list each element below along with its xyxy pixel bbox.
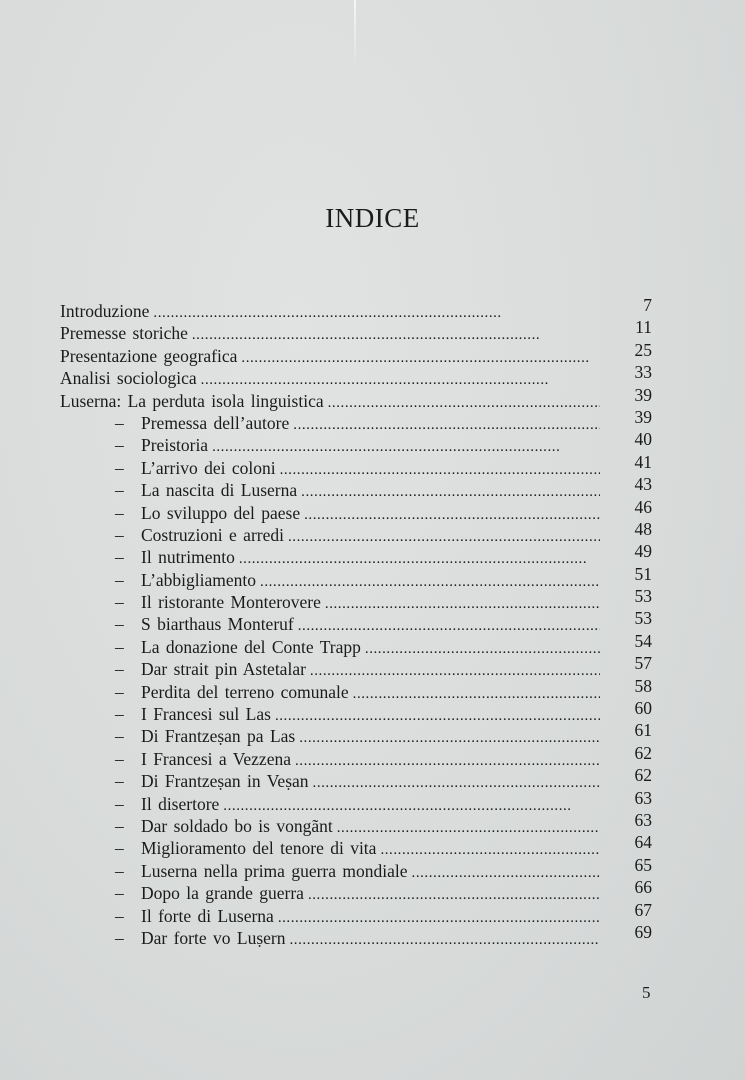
entry-page-number: 39 xyxy=(634,406,652,427)
dot-leader xyxy=(212,436,600,458)
dot-leader xyxy=(299,727,600,749)
page-title: INDICE xyxy=(325,203,420,233)
entry-page-number: 40 xyxy=(634,429,652,450)
entry-title: Il forte di Luserna xyxy=(141,905,274,926)
entry-page-number: 53 xyxy=(634,608,652,629)
table-of-contents xyxy=(60,295,652,949)
entry-page-number: 69 xyxy=(634,921,652,942)
dot-leader xyxy=(298,615,600,637)
toc-entry xyxy=(60,362,652,389)
toc-entry xyxy=(60,675,652,703)
dot-leader xyxy=(290,929,601,951)
dot-leader xyxy=(365,638,600,660)
dot-leader xyxy=(280,459,600,481)
entry-dash: – xyxy=(115,748,124,769)
entry-title: L’arrivo dei coloni xyxy=(141,457,276,478)
entry-page-number: 65 xyxy=(634,854,652,875)
entry-page-number: 63 xyxy=(634,809,652,830)
entry-title: Lo sviluppo del paese xyxy=(141,502,301,523)
entry-dash: – xyxy=(115,681,124,702)
entry-title: Miglioramento del tenore di vita xyxy=(141,838,377,859)
entry-title: Dopo la grande guerra xyxy=(141,883,304,904)
entry-dash: – xyxy=(115,524,124,545)
entry-dash: – xyxy=(115,793,124,814)
entry-title: Il nutrimento xyxy=(141,547,235,568)
entry-page-number: 41 xyxy=(634,451,652,472)
entry-page-number: 33 xyxy=(634,362,652,383)
toc-entry xyxy=(60,698,652,725)
entry-title: I Francesi sul Las xyxy=(141,704,271,725)
toc-entry xyxy=(60,854,652,882)
entry-page-number: 57 xyxy=(634,653,652,674)
entry-dash: – xyxy=(115,860,124,881)
dot-leader xyxy=(304,504,600,526)
toc-entry xyxy=(60,429,652,456)
entry-dash: – xyxy=(115,457,124,478)
dot-leader xyxy=(328,392,600,414)
toc-entry xyxy=(60,921,652,949)
dot-leader xyxy=(293,414,600,436)
page-crease xyxy=(354,0,356,70)
entry-title: Premesse storiche xyxy=(60,323,188,344)
dot-leader xyxy=(301,481,600,503)
entry-title: Perdita del terreno comunale xyxy=(141,681,349,702)
toc-entry xyxy=(60,653,652,680)
entry-dash: – xyxy=(115,883,124,904)
entry-title: Dar strait pin Astetalar xyxy=(141,659,306,680)
toc-entry xyxy=(60,317,652,344)
toc-entry xyxy=(60,518,652,546)
dot-leader xyxy=(337,817,600,839)
toc-entry xyxy=(60,630,652,658)
entry-title: Dar soldado bo is vongãnt xyxy=(141,815,333,836)
entry-title: Dar forte vo Luṣern xyxy=(141,927,286,948)
entry-page-number: 51 xyxy=(634,563,652,584)
entry-dash: – xyxy=(115,659,124,680)
entry-page-number: 64 xyxy=(634,832,652,853)
entry-dash: – xyxy=(115,614,124,635)
toc-entry xyxy=(60,563,652,591)
entry-page-number: 67 xyxy=(634,899,652,920)
dot-leader xyxy=(239,548,600,570)
toc-entry xyxy=(60,608,652,635)
entry-dash: – xyxy=(115,569,124,590)
entry-title: Luserna: La perduta isola linguistica xyxy=(60,390,324,411)
entry-title: La donazione del Conte Trapp xyxy=(141,636,361,657)
entry-page-number: 63 xyxy=(634,787,652,808)
entry-dash: – xyxy=(115,838,124,859)
entry-dash: – xyxy=(115,502,124,523)
toc-entry xyxy=(60,787,652,815)
dot-leader xyxy=(223,795,600,817)
dot-leader xyxy=(288,526,600,548)
entry-title: Premessa dell’autore xyxy=(141,412,290,433)
entry-page-number: 53 xyxy=(634,586,652,607)
entry-title: Preistoria xyxy=(141,435,209,456)
entry-title: Analisi sociologica xyxy=(60,368,197,389)
entry-title: Il ristorante Monterovere xyxy=(141,592,321,613)
entry-page-number: 43 xyxy=(634,474,652,495)
entry-title: Di Frantzeṣan pa Las xyxy=(141,726,296,747)
toc-entry xyxy=(60,451,652,479)
entry-dash: – xyxy=(115,435,124,456)
toc-entry xyxy=(60,832,652,859)
toc-entry xyxy=(60,339,652,367)
toc-entry xyxy=(60,586,652,613)
toc-entry xyxy=(60,295,652,322)
entry-page-number: 48 xyxy=(634,518,652,539)
dot-leader xyxy=(308,884,600,906)
dot-leader xyxy=(201,369,600,391)
dot-leader xyxy=(260,571,600,593)
dot-leader xyxy=(380,839,600,861)
toc-entry xyxy=(60,765,652,792)
entry-title: S biarthaus Monteruf xyxy=(141,614,294,635)
entry-dash: – xyxy=(115,726,124,747)
entry-dash: – xyxy=(115,704,124,725)
toc-entry xyxy=(60,877,652,904)
page-number: 5 xyxy=(642,983,651,1002)
entry-dash: – xyxy=(115,771,124,792)
dot-leader xyxy=(313,772,600,794)
entry-page-number: 60 xyxy=(634,698,652,719)
dot-leader xyxy=(412,862,600,884)
entry-dash: – xyxy=(115,927,124,948)
toc-entry xyxy=(60,742,652,770)
toc-entry xyxy=(60,809,652,837)
dot-leader xyxy=(353,683,600,705)
entry-dash: – xyxy=(115,592,124,613)
entry-dash: – xyxy=(115,905,124,926)
dot-leader xyxy=(310,660,600,682)
entry-page-number: 7 xyxy=(643,295,652,315)
toc-entry xyxy=(60,720,652,747)
toc-entry xyxy=(60,496,652,524)
toc-entry xyxy=(60,406,652,434)
toc-entry xyxy=(60,541,652,568)
dot-leader xyxy=(192,324,600,346)
dot-leader xyxy=(278,907,600,929)
entry-page-number: 62 xyxy=(634,742,652,763)
entry-page-number: 46 xyxy=(634,496,652,517)
entry-page-number: 54 xyxy=(634,630,652,651)
entry-title: Di Frantzeṣan in Veṣan xyxy=(141,771,309,792)
entry-title: Introduzione xyxy=(60,301,150,321)
entry-page-number: 11 xyxy=(635,317,652,338)
entry-title: Il disertore xyxy=(141,793,220,814)
entry-title: Costruzioni e arredi xyxy=(141,524,284,545)
entry-page-number: 25 xyxy=(634,339,652,360)
entry-page-number: 39 xyxy=(634,384,652,405)
dot-leader xyxy=(153,302,600,324)
dot-leader xyxy=(295,750,600,772)
entry-title: I Francesi a Vezzena xyxy=(141,748,291,769)
entry-dash: – xyxy=(115,815,124,836)
entry-dash: – xyxy=(115,412,124,433)
entry-page-number: 49 xyxy=(634,541,652,562)
dot-leader xyxy=(325,593,600,615)
toc-entry xyxy=(60,474,652,501)
toc-entry xyxy=(60,384,652,412)
toc-entry xyxy=(60,899,652,927)
entry-page-number: 62 xyxy=(634,765,652,786)
dot-leader xyxy=(241,347,600,369)
entry-title: Presentazione geografica xyxy=(60,345,238,366)
dot-leader xyxy=(275,705,600,727)
entry-dash: – xyxy=(115,636,124,657)
entry-title: La nascita di Luserna xyxy=(141,480,298,501)
entry-page-number: 66 xyxy=(634,877,652,898)
entry-dash: – xyxy=(115,547,124,568)
entry-title: Luserna nella prima guerra mondiale xyxy=(141,860,408,881)
entry-dash: – xyxy=(115,480,124,501)
entry-page-number: 61 xyxy=(634,720,652,741)
entry-title: L’abbigliamento xyxy=(141,569,257,590)
entry-page-number: 58 xyxy=(634,675,652,696)
